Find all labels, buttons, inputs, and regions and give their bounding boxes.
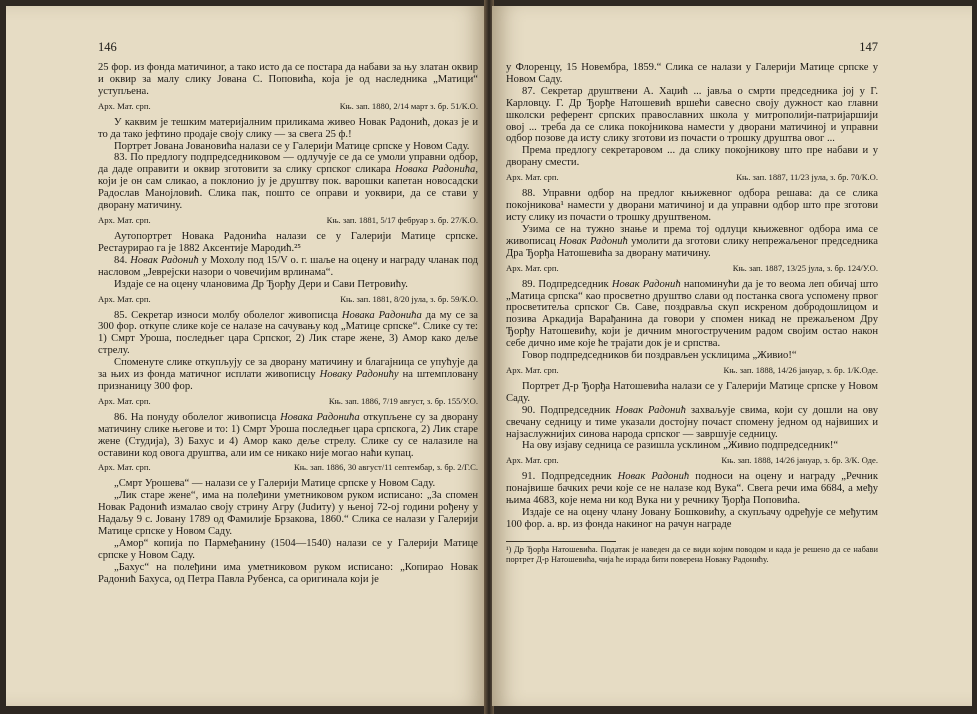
archive-source: Арх. Мат. срп. bbox=[98, 214, 151, 225]
paragraph: Издаје се на оцену члановима Др Ђорђу Дери и Сави Петровићу. bbox=[114, 278, 408, 290]
paragraph: Узима се на тужно знање и према тој одлуци књижевног одбора има се живописац Новак Радонић умолити да зготови слику непрежаљеног председника Дра Ђорђа Натошевића за дворану матичину. bbox=[506, 223, 878, 259]
archive-source: Арх. Мат. срп. bbox=[506, 172, 559, 183]
paragraph: „Смрт Урошева“ — налази се у Галерији Матице српске у Новом Саду. bbox=[114, 478, 436, 490]
paragraph: 87. Секретар друштвени А. Хаџић ... јавља о смрти председника јој у Г. Карловцу. Г. Др Ђорђе Натошевић вршећи савесно своју дужност као главни школски референт српских православних школа у митрополији-патријаршији овој ... треба да се слика покојникова намести у дворани матичиној и управни одбор позове да исту слику зготови из почасти о трошку друштва овог ... bbox=[506, 85, 878, 145]
record-citation: Књ. зап. 1886, 30 август/11 септембар, з. бр. 2/Г.С. bbox=[293, 462, 478, 473]
paragraph: „Бахус“ на полеђини има уметниковом руком исписано: „Копирао Новак Радонић Бахуса, од Петра Павла Рубенса, са оригинала који је bbox=[98, 561, 478, 585]
archive-source: Арх. Мат. срп. bbox=[506, 455, 559, 466]
paragraph: 86. На понуду оболелог живописца Новака Радонића откупљене су за дворану матичину слике његове и то: 1) Смрт Уроша последњег цара српскога, 2) Лик старе жене (Студија), 3) Бахус и 4) Амор како деље стрелу. Слике су се налазиле на оставини код овога друштва, али им се никако није могао наћи купац. bbox=[98, 411, 478, 459]
archive-source: Арх. Мат. срп. bbox=[506, 364, 559, 375]
archive-reference bbox=[98, 396, 478, 407]
archive-source: Арх. Мат. срп. bbox=[98, 100, 151, 111]
archive-reference bbox=[98, 294, 478, 305]
archive-source: Арх. Мат. срп. bbox=[98, 462, 151, 473]
record-citation: Књ. зап. 1888, 14/26 јануар, з. бр. 1/К.Оде. bbox=[723, 364, 878, 375]
archive-source: Арх. Мат. срп. bbox=[98, 293, 151, 304]
archive-reference bbox=[506, 172, 878, 183]
archive-reference bbox=[506, 455, 878, 466]
paragraph: 85. Секретар износи молбу оболелог живописца Новака Радонића да му се за 300 фор. откупе слике које се налазе на сачувању код „Матице српске“. Слике су те: 1) Смрт Уроша, последњег цара Српског, 2) Лик старе жене, 3) Амор како дељe стрелу. bbox=[98, 309, 478, 357]
left-page bbox=[6, 6, 486, 706]
paragraph: У каквим је тешким материјалним приликама живео Новак Радонић, доказ је и то да тако јефтино продаје своју слику — за свега 25 ф.! bbox=[98, 116, 478, 140]
record-citation: Књ. зап. 1888, 14/26 јануар, з. бр. 3/К. Оде. bbox=[721, 455, 878, 466]
paragraph: 25 фор. из фонда матичиног, а тако исто да се постара да набави за њу златан оквир и оквир за малу слику Јована С. Поповића, која је од наследника „Матици“ уступљена. bbox=[98, 62, 478, 97]
page-number: 146 bbox=[98, 40, 117, 54]
paragraph: Према предлогу секретаровом ... да слику покојникову што пре набави и у дворану смести. bbox=[506, 145, 878, 169]
paragraph: у Флоренцу, 15 Новембра, 1859.“ Слика се налази у Галерији Матице српске у Новом Саду. bbox=[506, 62, 878, 85]
paragraph: Аутопортрет Новака Радонића налази се у Галерији Матице српске. Рестаурирао га је 1882 Аксентије Мародић.²⁵ bbox=[98, 230, 478, 254]
record-citation: Књ. зап. 1881, 5/17 фебруар з. бр. 27/К.О. bbox=[326, 214, 478, 225]
paragraph: 84. Новак Радонић у Мохолу под 15/V о. г. шаље на оцену и награду чланак под насловом „Јеврејски назори о човечијим врлинама“. bbox=[98, 254, 478, 278]
paragraph: 83. По предлогу подпредседниковом — одлучује се да се умоли управни одбор, да даде оправити и оквир зготовити за слику српског сликара Новака Радонића, који је он сам сликао, а поклонио ју је друштву пок. варошки капетан новосадски Радослав Манојловић. Слика пак, пошто се оправи и уоквири, да се стави у дворану матичину. bbox=[98, 152, 479, 212]
archive-source: Арх. Мат. срп. bbox=[506, 262, 559, 273]
record-citation: Књ. зап. 1880, 2/14 март з. бр. 51/К.О. bbox=[339, 100, 478, 111]
record-citation: Књ. зап. 1881, 8/20 јула, з. бр. 59/К.О. bbox=[340, 293, 478, 304]
paragraph: 90. Подпредседник Новак Радонић захваљује свима, који су дошли на ову свечану седницу и тиме указали достојну почаст спомену једном од највиших и најзаслужнијих синова народа српског — завршује седницу. bbox=[506, 404, 878, 440]
page-number: 147 bbox=[859, 40, 878, 54]
paragraph: Издаје се на оцену члану Јовану Бошковићу, а скупљачу одређује се међутим 100 фор. а. вр. из фонда накиног на рачун награде bbox=[506, 507, 878, 530]
paragraph: „Амор“ копија по Пармеђанину (1504—1540) налази се у Галерији Матице српске у Новом Саду. bbox=[98, 538, 478, 561]
paragraph: 91. Подпредседник Новак Радонић подноси на оцену и награду „Речник понајвише бачких речи које се не налазе код Вука“. Свега речи има 6684, а међу њима 4683, које нема ни код Вука ни у речнику Ђорђа Поповића. bbox=[506, 471, 878, 507]
paragraph: Портрет Јована Јовановића налази се у Галерији Матице српске у Новом Саду. bbox=[114, 140, 470, 152]
archive-reference bbox=[98, 215, 478, 226]
page-text-left bbox=[98, 62, 478, 586]
footnote: ¹) Др Ђорђа Натошевића. Податак је наведен да се види којим поводом и када је решено да се набави портрет Д-р Натошевића, чија ће израда бити поверена Новаку Радонићу. bbox=[506, 544, 878, 564]
paragraph: 88. Управни одбор на предлог књижевног одбора решава: да се слика покојникова¹ намести у дворани матичиној и да управни одбор што пре зготови исту слику из почасти о трошку друштвеном. bbox=[506, 188, 878, 223]
paragraph: Портрет Д-р Ђорђа Натошевића налази се у Галерији Матице српске у Новом Саду. bbox=[506, 380, 878, 404]
page-text-right bbox=[506, 62, 878, 531]
paragraph: Говор подпредседников би поздрављен усклицима „Живио!“ bbox=[522, 350, 797, 362]
archive-source: Арх. Мат. срп. bbox=[98, 395, 151, 406]
right-page bbox=[492, 6, 972, 706]
paragraph: Споменуте слике откупљују се за дворану матичину и благајница се упућује да за њих из фонда матичног исплати живописцу Новаку Радонићу на штемпловану признаницу 300 фор. bbox=[98, 357, 478, 392]
record-citation: Књ. зап. 1887, 11/23 јула, з. бр. 70/К.О. bbox=[736, 172, 878, 183]
record-citation: Књ. зап. 1887, 13/25 јула, з. бр. 124/У.О. bbox=[732, 262, 878, 273]
record-citation: Књ. зап. 1886, 7/19 август, з. бр. 155/У.О. bbox=[328, 395, 478, 406]
archive-reference bbox=[506, 263, 878, 274]
archive-reference bbox=[98, 462, 478, 473]
paragraph: 89. Подпредседник Новак Радонић напоминући да је то веома леп обичај што „Матица српска“ као просветно друштво слави од постанка свога успомену првог просветитеља српског Св. Саве, поздравља скуп искреном добродошлицом и позива Аркадија Варађанина да говори у спомен никад не прежаљеном Дру Ђорђу Натошевићу, који је дичним многострученим радом својим остао након себе дично име које ће трајати док је и српства. bbox=[506, 278, 879, 350]
paragraph: На ову изјаву седница се разишла усклином „Живио подпредседник!“ bbox=[522, 440, 839, 452]
archive-reference bbox=[506, 365, 878, 376]
footnote-rule bbox=[506, 541, 616, 542]
archive-reference bbox=[98, 101, 478, 112]
paragraph: „Лик старе жене“, има на полеђини уметниковом руком исписано: „За спомен Новак Радонић измалао своју стрину Агру (Judиту) у њеној 72-ој години рођену у Надаљу 9 с. Јовану 1789 од Фамилије Брзакова, 1860.“ Слика се налази у Галерији Матице српске у Новом Саду. bbox=[98, 490, 478, 538]
